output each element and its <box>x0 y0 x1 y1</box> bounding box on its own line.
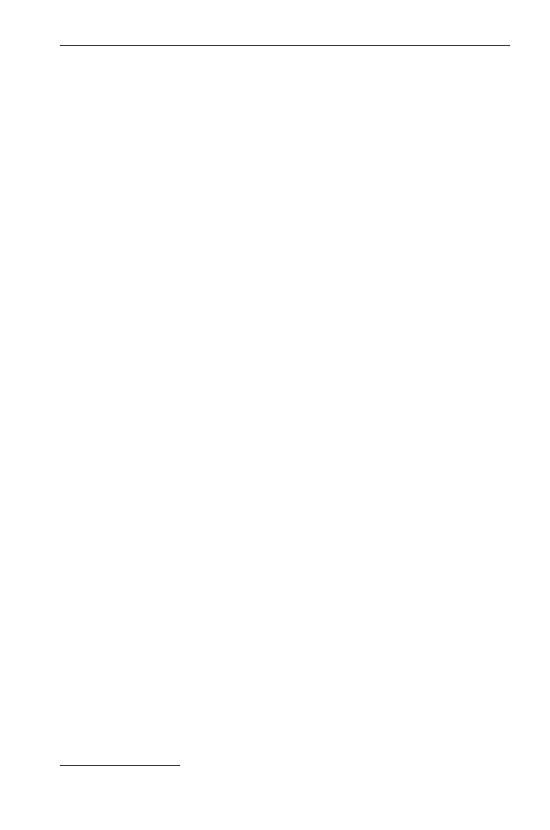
header-rule <box>60 45 510 46</box>
footnote-rule <box>60 765 180 766</box>
running-header <box>60 14 510 40</box>
